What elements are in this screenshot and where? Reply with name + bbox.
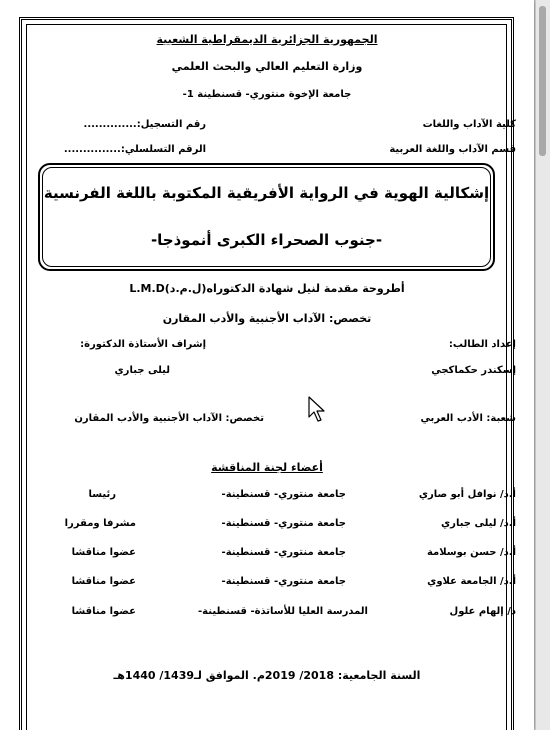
member-role: مشرفا ومقررا xyxy=(64,518,136,529)
branch-specialty: تخصص: الآداب الأجنبية والأدب المقارن xyxy=(74,413,264,424)
member-role: عضوا مناقشا xyxy=(71,576,136,587)
faculty-label: كلية الآداب واللغات xyxy=(422,119,516,130)
member-institution: جامعة منتوري- قسنطينة- xyxy=(221,518,346,529)
member-name: أ.د/ ليلى جباري xyxy=(441,518,516,529)
republic-heading: الجمهورية الجزائرية الديمقراطية الشعبية xyxy=(156,33,378,46)
member-institution: جامعة منتوري- قسنطينة- xyxy=(221,489,346,500)
mouse-pointer-icon xyxy=(308,396,328,424)
member-role: رئيسا xyxy=(88,489,116,500)
member-institution: المدرسة العليا للأساتذة- قسنطينة- xyxy=(198,606,368,617)
member-institution: جامعة منتوري- قسنطينة- xyxy=(221,576,346,587)
member-role: عضوا مناقشا xyxy=(71,547,136,558)
member-role: عضوا مناقشا xyxy=(71,606,136,617)
department-label: قسم الآداب واللغة العربية xyxy=(389,144,516,155)
prepared-by-label: إعداد الطالب: xyxy=(448,339,516,350)
thesis-title-line-2: -جنوب الصحراء الكبرى أنموذجا- xyxy=(150,231,383,249)
member-name: أ.د/ الجامعة علاوي xyxy=(427,576,516,587)
serial-number-field: الرقم التسلسلي:............... xyxy=(63,144,206,155)
member-name: أ.د/ حسن بوسلامة xyxy=(426,547,516,558)
registration-number-field: رقم التسجيل:.............. xyxy=(83,119,206,130)
thesis-title-box-inner xyxy=(42,167,491,267)
member-name: أ.د/ نوافل أبو صاري xyxy=(418,489,516,500)
member-institution: جامعة منتوري- قسنطينة- xyxy=(221,547,346,558)
vertical-scrollbar[interactable] xyxy=(535,0,550,730)
thesis-title-line-1: إشكالية الهوية في الرواية الأفريقية المكتوبة باللغة الفرنسية xyxy=(43,184,490,202)
university-heading: جامعة الإخوة منتوري- قسنطينة 1- xyxy=(182,89,352,100)
supervisor-name: ليلى جباري xyxy=(114,365,170,376)
supervisor-label: إشراف الأستاذة الدكتورة: xyxy=(80,339,206,350)
committee-heading: أعضاء لجنة المناقشة xyxy=(211,461,323,474)
specialty-line: تخصص: الآداب الأجنبية والأدب المقارن xyxy=(162,312,372,325)
member-name: د/ إلهام علول xyxy=(449,606,516,617)
degree-statement: أطروحة مقدمة لنيل شهادة الدكتوراه(ل.م.د)L.M.D xyxy=(129,282,405,295)
ministry-heading: وزارة التعليم العالي والبحث العلمي xyxy=(171,60,363,73)
student-name: إسكندر حكماكجي xyxy=(431,365,516,376)
academic-year: السنة الجامعية: 2018/ 2019م. الموافق لـ1439/ 1440هـ xyxy=(113,669,421,682)
branch-label: شعبة: الأدب العربي xyxy=(420,413,516,424)
scrollbar-thumb[interactable] xyxy=(539,6,546,156)
